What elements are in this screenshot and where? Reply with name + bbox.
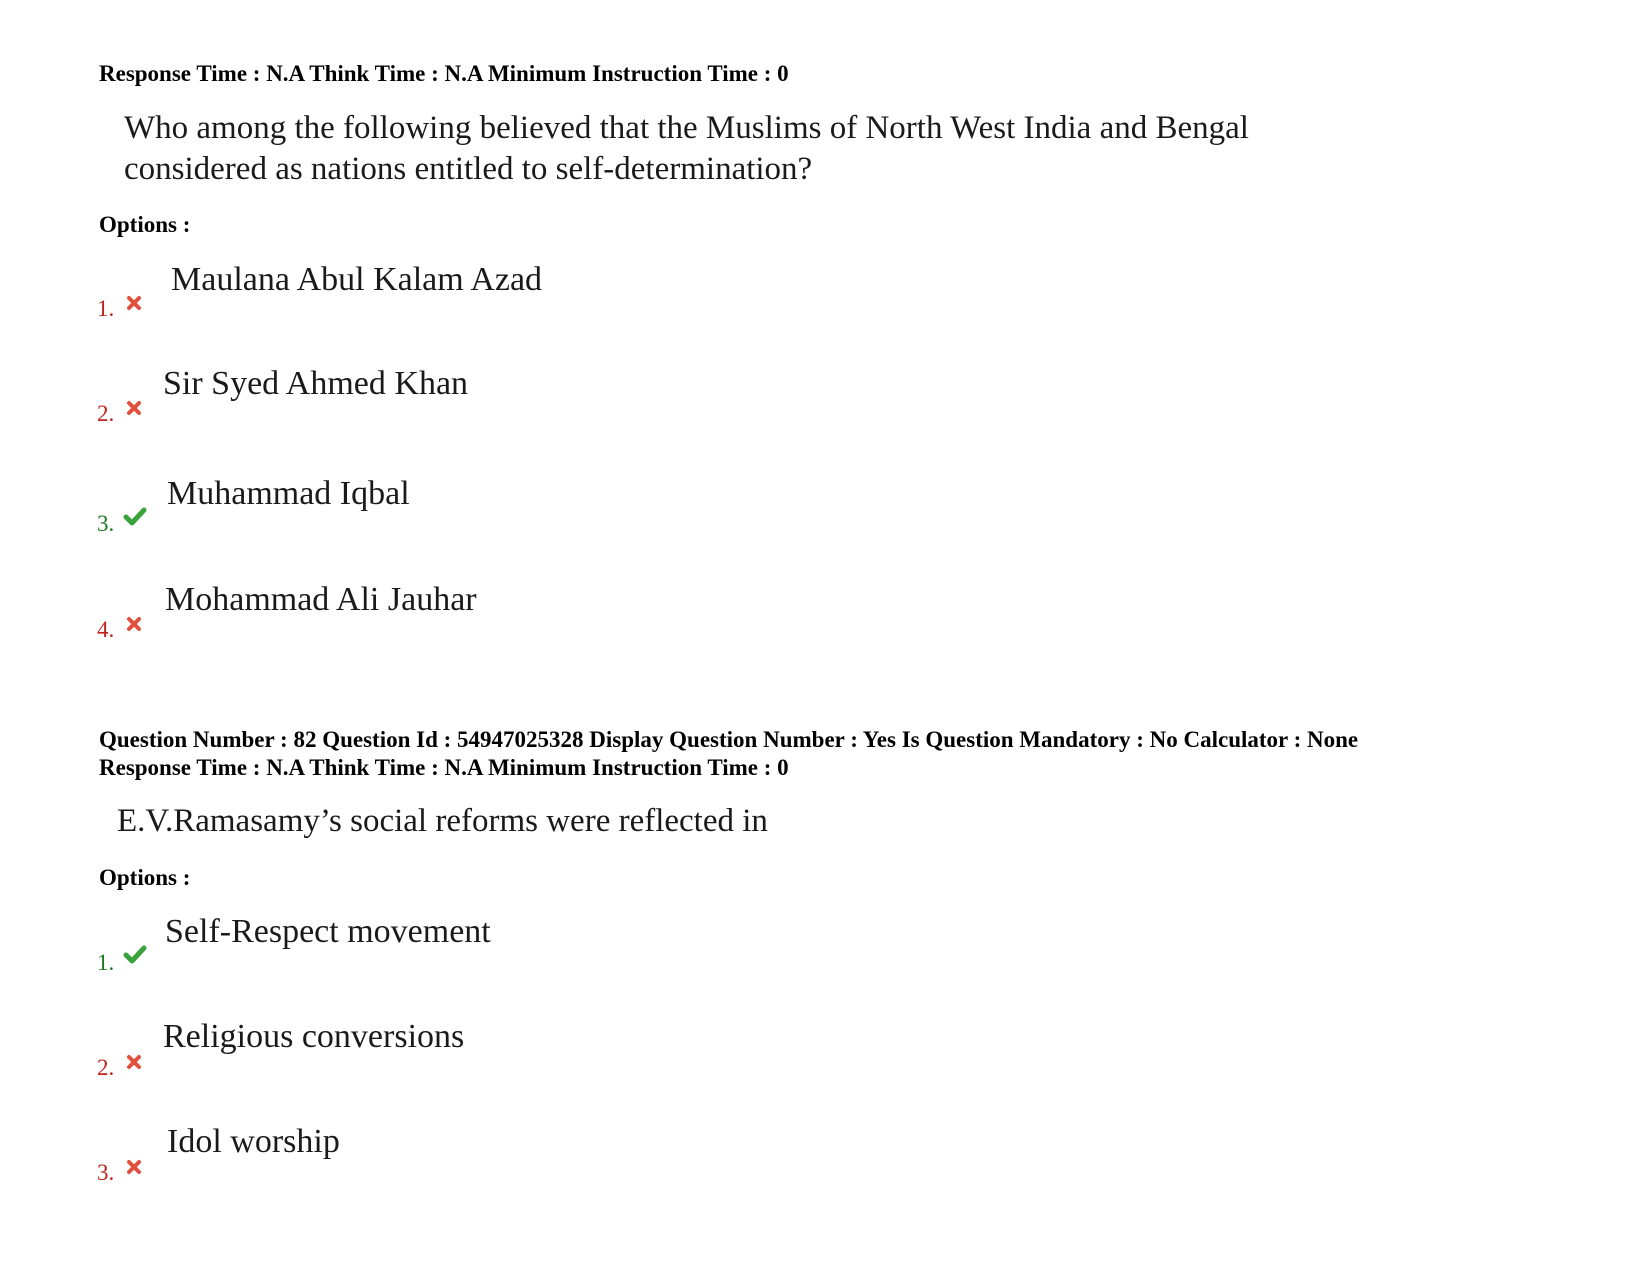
response-time-line: Response Time : N.A Think Time : N.A Minimum Instruction Time : 0 [99, 61, 789, 86]
option-number: 3. [97, 1160, 115, 1185]
question-text-line-1: Who among the following believed that the Muslims of North West India and Bengal [124, 110, 1249, 146]
question-text-line-2: considered as nations entitled to self-determination? [124, 151, 813, 187]
option-number: 1. [97, 296, 115, 321]
option-text: Idol worship [167, 1123, 340, 1160]
option-number: 1. [97, 950, 115, 975]
options-label: Options : [99, 865, 191, 890]
cross-icon [126, 295, 142, 311]
cross-icon [126, 400, 142, 416]
cross-icon [126, 616, 142, 632]
response-time-line: Response Time : N.A Think Time : N.A Minimum Instruction Time : 0 [99, 755, 789, 780]
option-number: 3. [97, 511, 115, 536]
option-text: Mohammad Ali Jauhar [165, 581, 477, 618]
option-text: Muhammad Iqbal [167, 475, 410, 512]
options-label: Options : [99, 212, 191, 237]
cross-icon [126, 1159, 142, 1175]
check-icon [123, 945, 147, 965]
question-meta-line: Question Number : 82 Question Id : 54947025328 Display Question Number : Yes Is Question Mandatory : No Calculator : None [99, 727, 1359, 752]
option-text: Maulana Abul Kalam Azad [171, 261, 543, 298]
question-text: E.V.Ramasamy’s social reforms were reflected in [117, 803, 768, 839]
option-number: 2. [97, 1055, 115, 1080]
option-number: 2. [97, 401, 115, 426]
option-text: Self-Respect movement [165, 913, 491, 950]
cross-icon [126, 1054, 142, 1070]
option-text: Religious conversions [163, 1018, 465, 1055]
option-text: Sir Syed Ahmed Khan [163, 365, 469, 402]
check-icon [123, 507, 147, 527]
option-number: 4. [97, 617, 115, 642]
